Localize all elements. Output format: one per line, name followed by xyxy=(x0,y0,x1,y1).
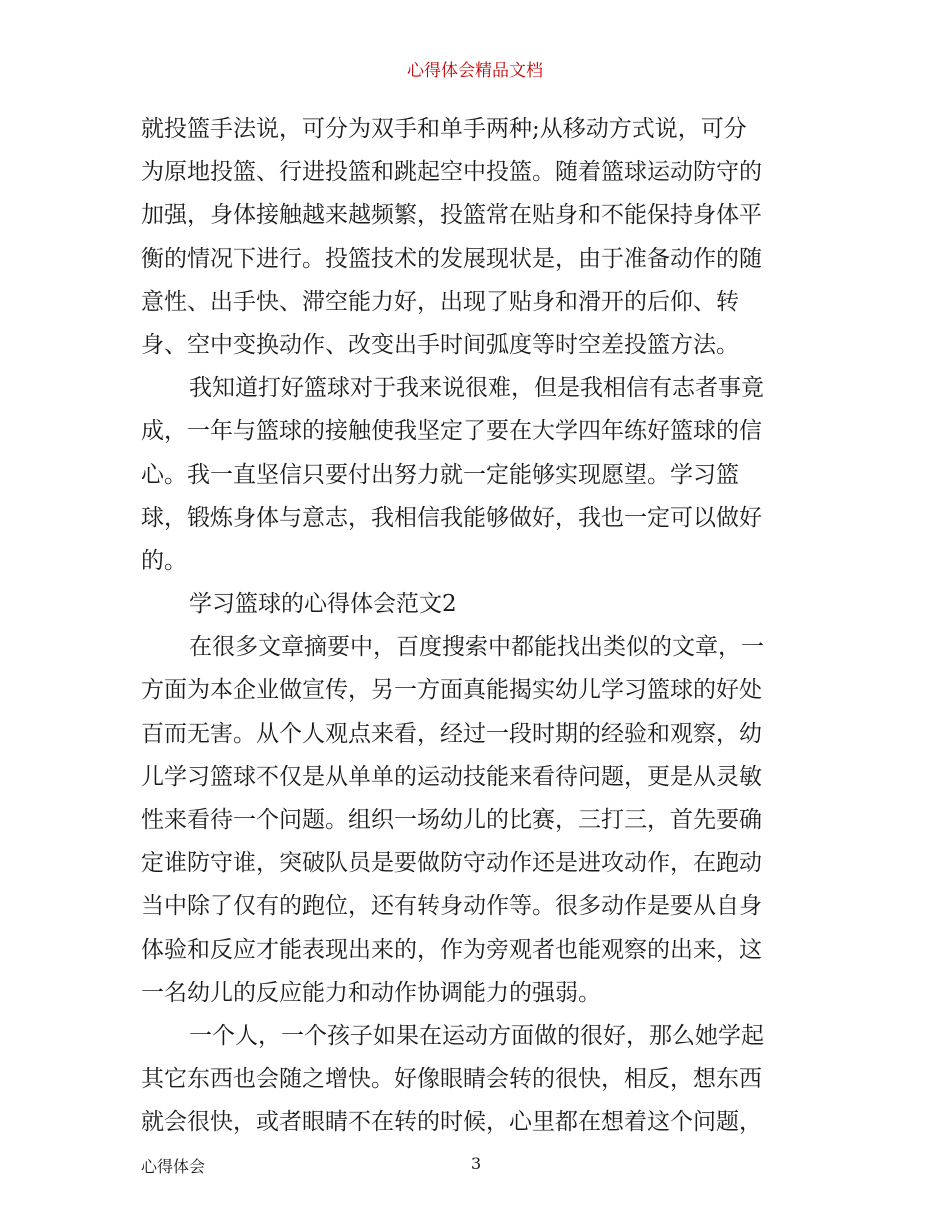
footer-label: 心得体会 xyxy=(141,1157,206,1176)
text-line: 成，一年与篮球的接触使我坚定了要在大学四年练好篮球的信 xyxy=(141,418,762,445)
section-heading-text: 学习篮球的心得体会范文2 xyxy=(189,591,457,618)
text-line: 衡的情况下进行。投篮技术的发展现状是，由于准备动作的随 xyxy=(141,245,762,272)
text-line: 儿学习篮球不仅是从单单的运动技能来看待问题，更是从灵敏 xyxy=(141,763,762,790)
text-line: 就会很快，或者眼睛不在转的时候，心里都在想着这个问题， xyxy=(141,1109,762,1136)
text-line: 方面为本企业做宣传，另一方面真能揭实幼儿学习篮球的好处 xyxy=(141,677,762,704)
paragraph-child-development xyxy=(141,1015,811,1145)
text-line: 身、空中变换动作、改变出手时间弧度等时空差投篮方法。 xyxy=(141,331,739,358)
text-line: 其它东西也会随之增快。好像眼睛会转的很快，相反，想东西 xyxy=(141,1066,762,1093)
text-line: 为原地投篮、行进投篮和跳起空中投篮。随着篮球运动防守的 xyxy=(141,159,762,186)
text-line: 当中除了仅有的跑位，还有转身动作等。很多动作是要从自身 xyxy=(141,893,762,920)
text-line: 我知道打好篮球对于我来说很难，但是我相信有志者事竟 xyxy=(189,375,764,402)
page-number: 3 xyxy=(471,1154,482,1173)
text-line: 在很多文章摘要中，百度搜索中都能找出类似的文章，一 xyxy=(189,634,764,661)
text-line: 加强，身体接触越来越频繁，投篮常在贴身和不能保持身体平 xyxy=(141,202,762,229)
text-line: 球，锻炼身体与意志，我相信我能够做好，我也一定可以做好 xyxy=(141,504,762,531)
text-line: 体验和反应才能表现出来的，作为旁观者也能观察的出来，这 xyxy=(141,936,762,963)
text-line: 性来看待一个问题。组织一场幼儿的比赛，三打三，首先要确 xyxy=(141,807,762,833)
text-line: 心。我一直坚信只要付出努力就一定能够实现愿望。学习篮 xyxy=(141,461,739,488)
section-heading xyxy=(141,583,811,626)
text-line: 就投篮手法说，可分为双手和单手两种;从移动方式说，可分 xyxy=(141,116,747,142)
paragraph-children-basketball xyxy=(141,626,811,1015)
text-line: 的。 xyxy=(141,547,187,574)
text-line: 一名幼儿的反应能力和动作协调能力的强弱。 xyxy=(141,979,601,1006)
text-line: 百而无害。从个人观点来看，经过一段时期的经验和观察，幼 xyxy=(141,720,762,747)
document-header-title: 心得体会精品文档 xyxy=(407,61,543,81)
document-body xyxy=(141,108,811,1145)
paragraph-shooting-technique xyxy=(141,108,811,367)
text-line: 一个人，一个孩子如果在运动方面做的很好，那么她学起 xyxy=(189,1022,764,1049)
paragraph-determination xyxy=(141,367,811,583)
text-line: 定谁防守谁，突破队员是要做防守动作还是进攻动作，在跑动 xyxy=(141,850,762,877)
text-line: 意性、出手快、滞空能力好，出现了贴身和滑开的后仰、转 xyxy=(141,288,739,315)
